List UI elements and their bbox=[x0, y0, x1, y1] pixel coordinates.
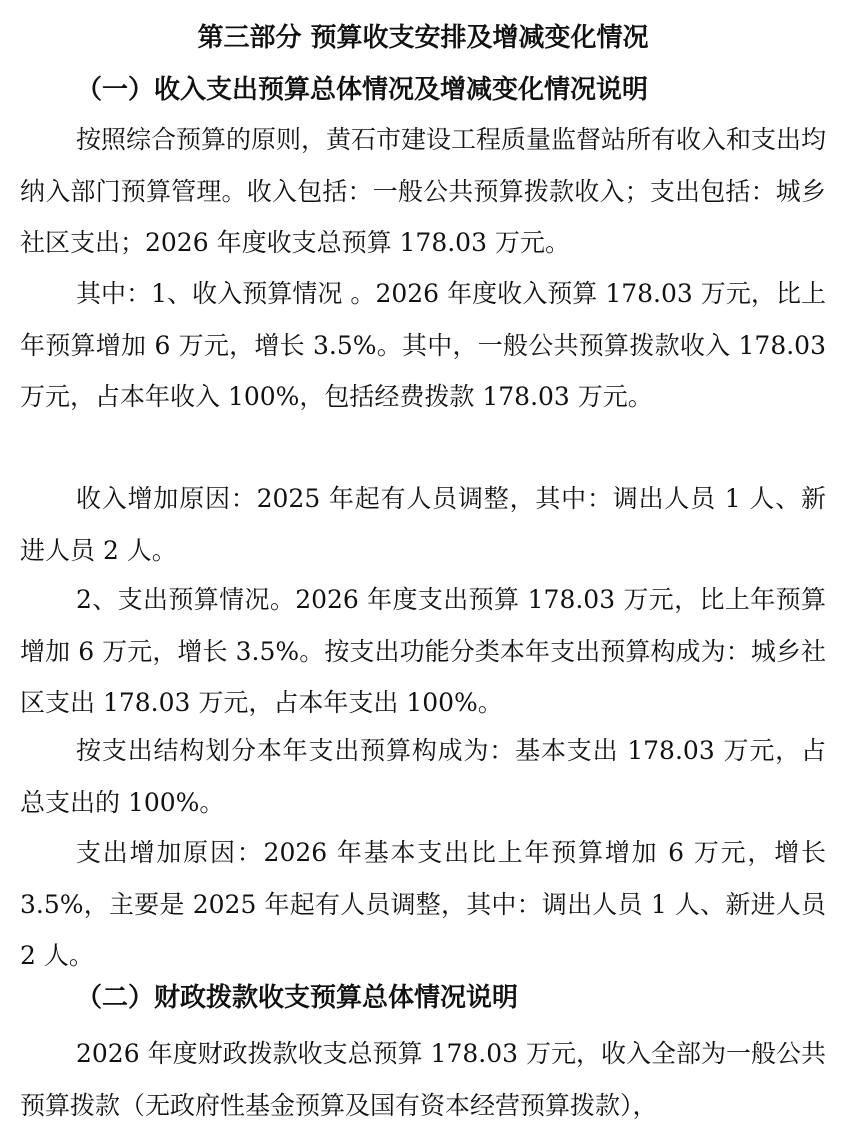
paragraph: 2、支出预算情况。2026 年度支出预算 178.03 万元，比上年预算增加 6 万元，增长 3.5%。按支出功能分类本年支出预算构成为：城乡社区支出 178.03 万元，占本年支出 100%。 bbox=[20, 585, 826, 717]
paragraph: 按支出结构划分本年支出预算构成为：基本支出 178.03 万元，占总支出的 100%。 bbox=[20, 736, 826, 817]
section-heading-1: （一）收入支出预算总体情况及增减变化情况说明 bbox=[76, 75, 649, 105]
page-title: 第三部分 预算收支安排及增减变化情况 bbox=[197, 23, 649, 53]
paragraph: 按照综合预算的原则，黄石市建设工程质量监督站所有收入和支出均纳入部门预算管理。收入包括：一般公共预算拨款收入；支出包括：城乡社区支出；2026 年度收支总预算 178.03 万元。 bbox=[20, 125, 827, 257]
paragraph: 2026 年度财政拨款收支总预算 178.03 万元，收入全部为一般公共预算拨款（无政府性基金预算及国有资本经营预算拨款）， bbox=[20, 1039, 826, 1120]
paragraph: 其中：1、收入预算情况 。2026 年度收入预算 178.03 万元，比上年预算增加 6 万元，增长 3.5%。其中，一般公共预算拨款收入 178.03 万元，占本年收入 100%，包括经费拨款 178.03 万元。 bbox=[20, 279, 826, 411]
paragraph: 收入增加原因：2025 年起有人员调整，其中：调出人员 1 人、新进人员 2 人。 bbox=[20, 484, 826, 565]
paragraph: 支出增加原因：2026 年基本支出比上年预算增加 6 万元，增长 3.5%，主要是 2025 年起有人员调整，其中：调出人员 1 人、新进人员 2 人。 bbox=[20, 838, 826, 970]
section-heading-2: （二）财政拨款收支预算总体情况说明 bbox=[76, 983, 519, 1013]
